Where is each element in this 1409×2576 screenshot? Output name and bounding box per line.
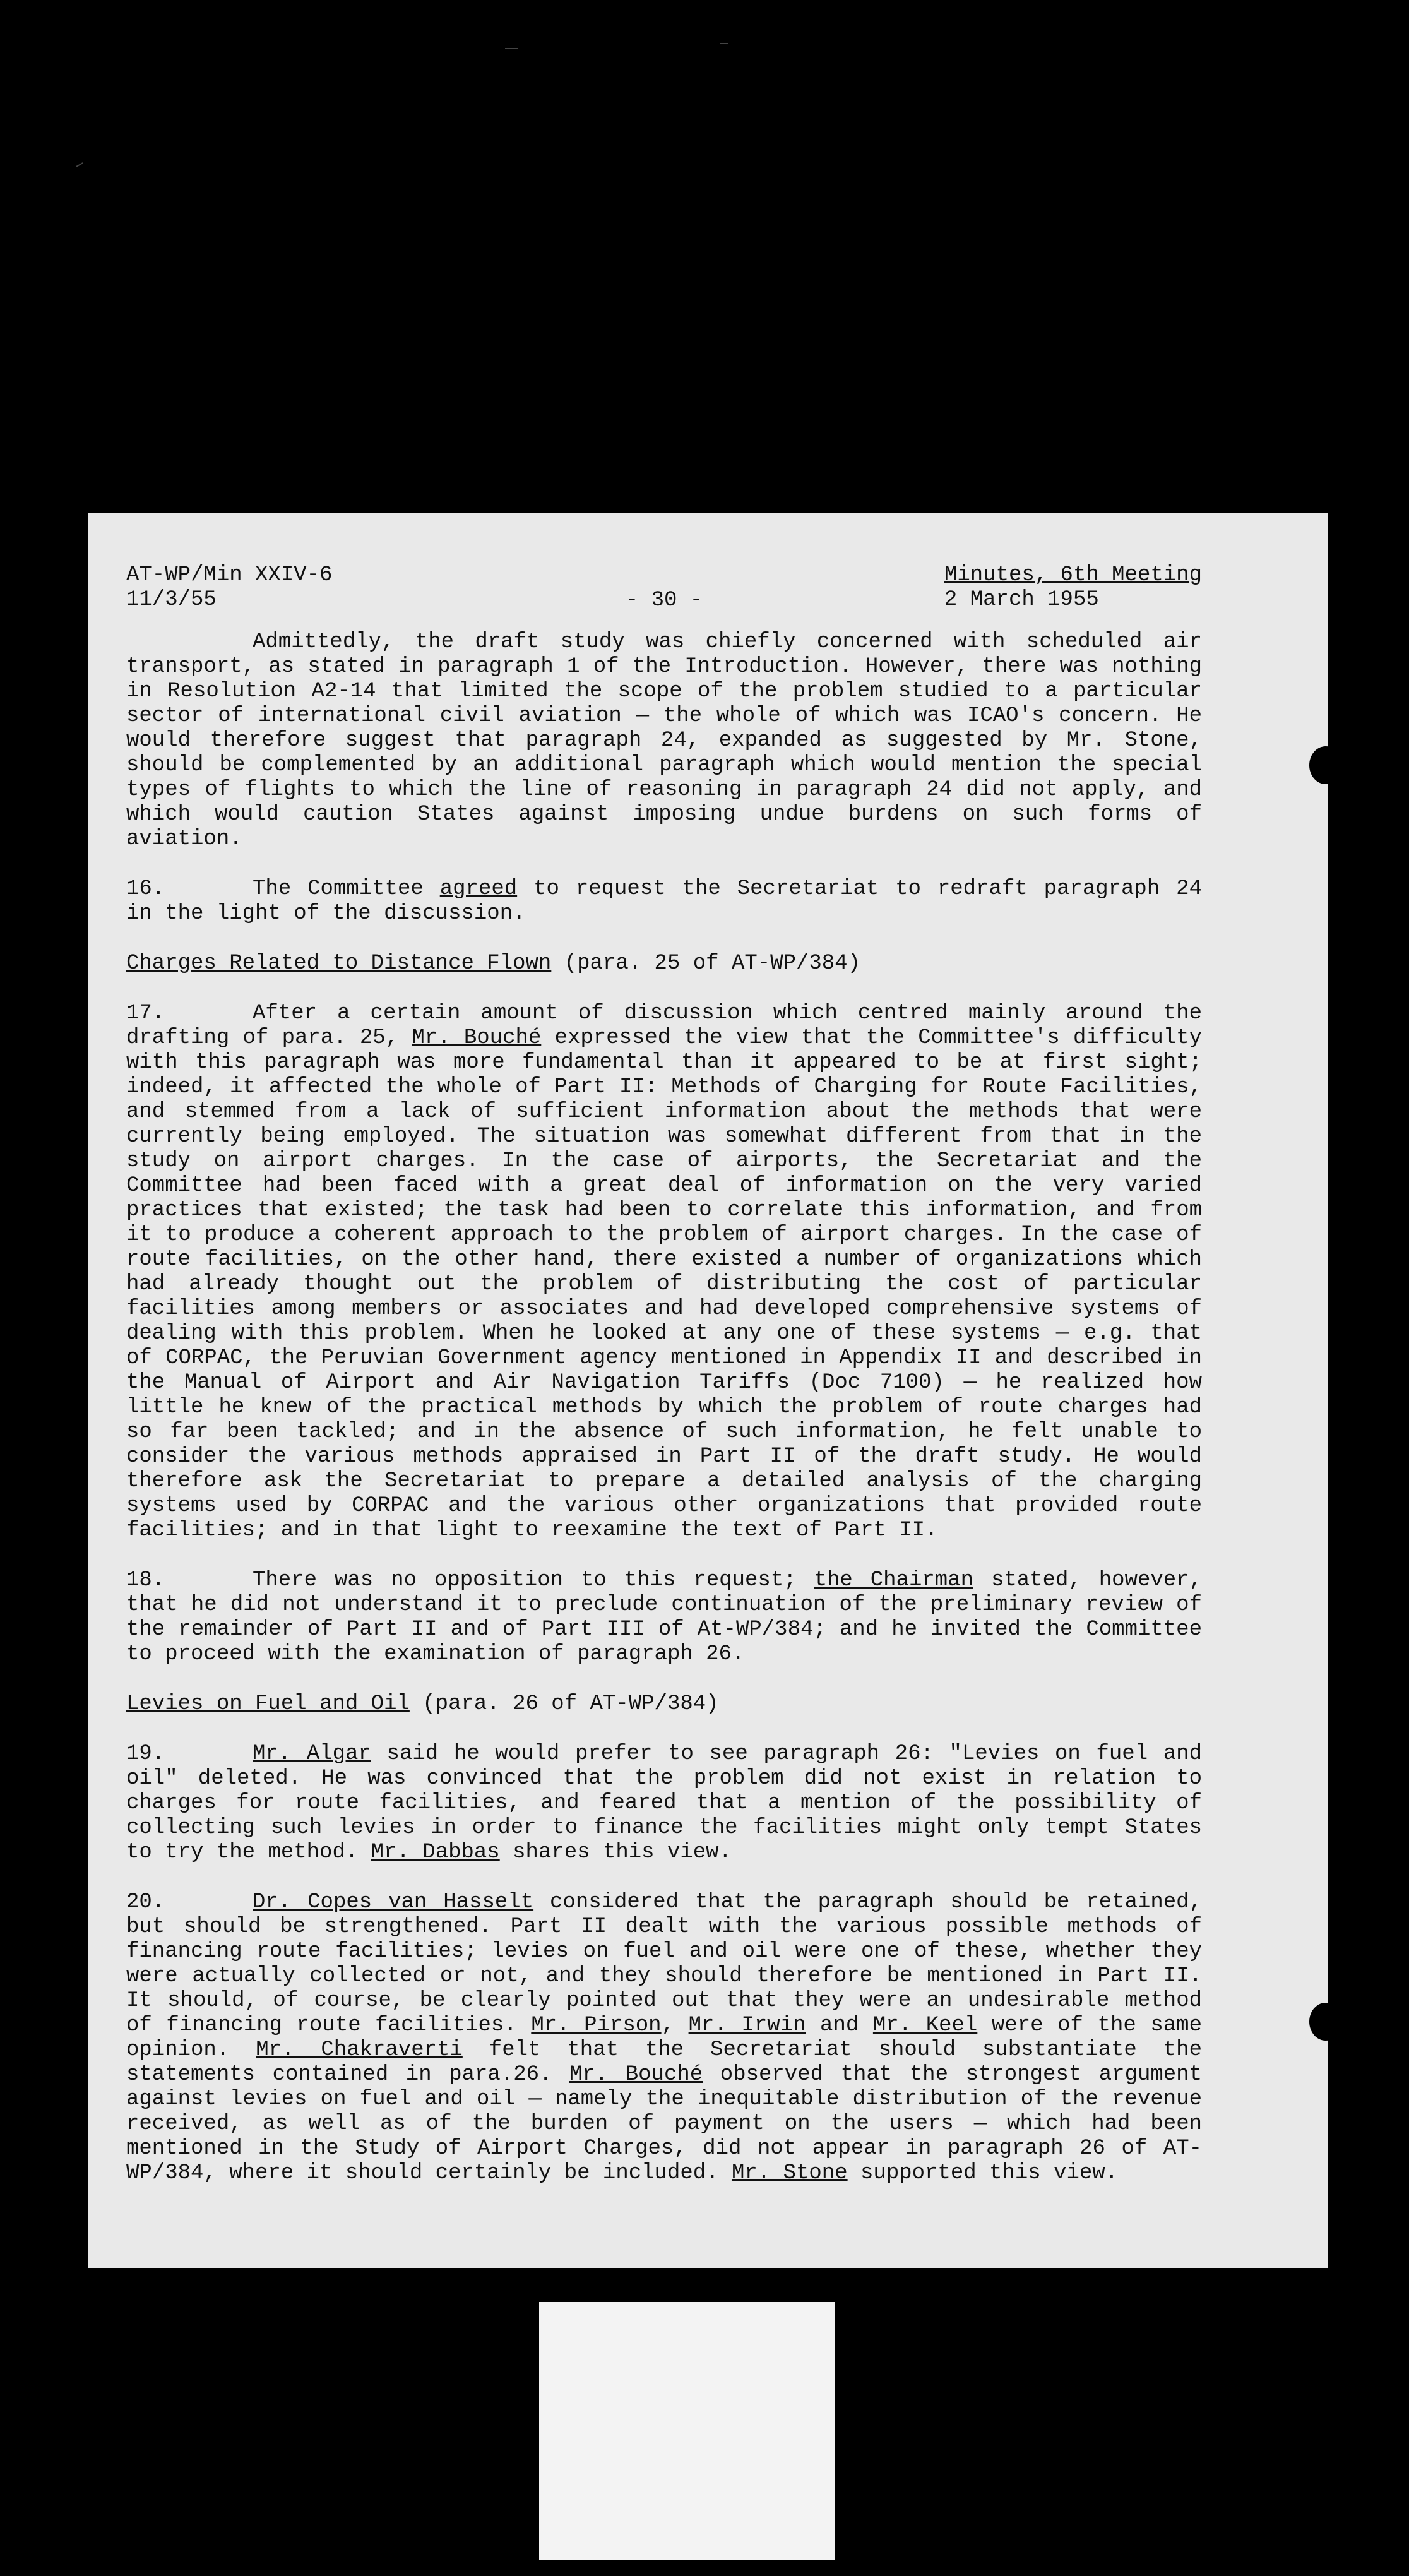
paragraph-text: After a certain amount of discussion which centred mainly around the drafting of para. 25, [126, 1001, 1202, 1050]
paragraph-text: There was no opposition to this request; [253, 1568, 814, 1592]
speaker-name: Dr. Copes van Hasselt [253, 1890, 534, 1914]
paragraph-text: were of the same opinion. [126, 2013, 1202, 2062]
speaker-name: Mr. Keel [872, 2013, 978, 2037]
paragraph-number: 16. [126, 877, 165, 901]
paragraph-number: 20. [126, 1890, 165, 1914]
page-number: - 30 - [625, 588, 703, 612]
scan-speck [720, 43, 728, 44]
section-title: Levies on Fuel and Oil [126, 1692, 410, 1716]
paragraph-text: The Committee [253, 877, 440, 901]
paragraph-text: and [806, 2013, 873, 2037]
speaker-name: Mr. Dabbas [371, 1840, 500, 1864]
meeting-title: Minutes, 6th Meeting [944, 563, 1202, 587]
speaker-name: Mr. Bouché [569, 2063, 703, 2087]
section-title: Charges Related to Distance Flown [126, 951, 552, 975]
section-heading-distance [126, 951, 1202, 976]
speaker-name: the Chairman [814, 1568, 973, 1592]
paragraph-20 [126, 1890, 1202, 2186]
paragraph-17 [126, 1001, 1202, 1543]
document-code: AT-WP/Min XXIV-6 [126, 563, 333, 587]
meeting-info [944, 563, 1202, 612]
paragraph-19 [126, 1742, 1202, 1865]
speaker-name: Mr. Chakraverti [256, 2038, 463, 2062]
section-reference: (para. 26 of AT-WP/384) [409, 1692, 719, 1716]
meeting-date: 2 March 1955 [944, 588, 1099, 612]
paragraph-number: 19. [126, 1742, 165, 1766]
speaker-name: Mr. Bouché [412, 1026, 542, 1050]
document-page [88, 513, 1328, 2268]
paragraph-text: to request the Secretariat to redraft paragraph 24 in the light of the discussion. [126, 877, 1202, 926]
intro-paragraph: Admittedly, the draft study was chiefly concerned with scheduled air transport, as stated in paragraph 1 of the Introduction. However, there was nothing in Resolution A2-14 that limited the scope of the problem studied to a particular sector of international civil aviation — the whole of which was ICAO's concern. He would therefore suggest that paragraph 24, expanded as suggested by Mr. Stone, should be complemented by an additional paragraph which would mention the special types of flights to which the line of reasoning in paragraph 24 did not apply, and which would caution States against imposing undue burdens on such forms of aviation. [126, 630, 1202, 851]
speaker-name: Mr. Irwin [688, 2013, 806, 2037]
paragraph-text: expressed the view that the Committee's difficulty with this paragraph was more fundamental than it appeared to be at first sight; indeed, it affected the whole of Part II: Methods of Charging for Route Facilities, and stemmed from a lack of sufficient information about the methods that were currently being employed. The situation was somewhat different from that in the study on airport charges. In the case of airports, the Secretariat and the Committee had been faced with a great deal of information on the very varied practices that existed; the task had been to correlate this information, and from it to produce a coherent approach to the problem of airport charges. In the case of route facilities, on the other hand, there existed a number of organizations which had already thought out the problem of distributing the cost of particular facilities among members or associates and had developed comprehensive systems of dealing with this problem. When he looked at any one of these systems — e.g. that of CORPAC, the Peruvian Government agency mentioned in Appendix II and described in the Manual of Airport and Air Navigation Tariffs (Doc 7100) — he realized how little he knew of the practical methods by which the problem of route charges had so far been tackled; and in the absence of such information, he felt unable to consider the various methods appraised in Part II of the draft study. He would therefore ask the Secretariat to prepare a detailed analysis of the charging systems used by CORPAC and the various other organizations that provided route facilities; and in that light to reexamine the text of Part II. [126, 1026, 1202, 1542]
section-reference: (para. 25 of AT-WP/384) [551, 951, 860, 975]
paragraph-text: considered that the paragraph should be retained, but should be strengthened. Part II dealt with the various possible methods of financing route facilities; levies on fuel and oil were one of these, whether they were actually collected or not, and they should therefore be mentioned in Part II. It should, of course, be clearly pointed out that they were an undesirable method of financing route facilities. [126, 1890, 1202, 2037]
paragraph-18 [126, 1568, 1202, 1667]
paragraph-text: said he would prefer to see paragraph 26: "Levies on fuel and oil" deleted. He was convinced that the problem did not exist in relation to charges for route facilities, and feared that a mention of the possibility of collecting such levies in order to finance the facilities might only tempt States to try the method. [126, 1742, 1202, 1864]
emphasis-text: agreed [439, 877, 518, 901]
paragraph-16 [126, 877, 1202, 926]
paragraph-text: , [661, 2013, 689, 2037]
paragraph-text: felt that the Secretariat should substantiate the statements contained in para.26. [126, 2038, 1202, 2087]
paragraph-text: observed that the strongest argument against levies on fuel and oil — namely the inequitable distribution of the revenue received, as well as of the burden of payment on the users — which had been mentioned in the Study of Airport Charges, did not appear in paragraph 26 of AT-WP/384, where it should certainly be included. [126, 2063, 1202, 2185]
speaker-name: Mr. Algar [253, 1742, 371, 1766]
punch-hole [1309, 2003, 1342, 2041]
speaker-name: Mr. Stone [731, 2161, 848, 2185]
paragraph-text: supported this view. [847, 2161, 1119, 2185]
paragraph-number: 18. [126, 1568, 165, 1592]
paragraph-number: 17. [126, 1001, 165, 1025]
section-heading-fuel [126, 1692, 1202, 1717]
document-date: 11/3/55 [126, 588, 217, 612]
blank-card [539, 2302, 835, 2560]
speaker-name: Mr. Pirson [531, 2013, 662, 2037]
page-header [126, 563, 1202, 614]
paragraph-text: shares this view. [499, 1840, 732, 1864]
paragraph-text: stated, however, that he did not understand it to preclude continuation of the preliminary review of the remainder of Part II and of Part III of At-WP/384; and he invited the Committee to proceed with the examination of paragraph 26. [126, 1568, 1202, 1666]
scan-speck [76, 162, 83, 167]
scan-speck [505, 48, 518, 49]
punch-hole [1309, 746, 1342, 784]
